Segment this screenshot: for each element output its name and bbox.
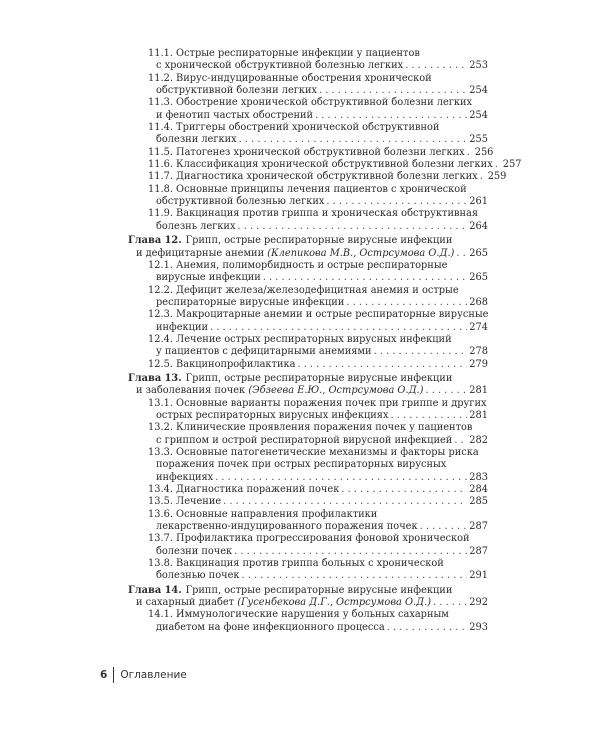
toc-line — [156, 60, 488, 72]
toc-title-text: инфекциях — [156, 471, 214, 483]
toc-title-text: 12.4. Лечение острых респираторных вирусных инфекций — [148, 333, 452, 345]
toc-chapter-entry — [128, 235, 488, 260]
dot-leader — [234, 546, 467, 558]
toc-title-text: болезнью почек — [156, 570, 240, 582]
toc-title-text: болезнь легких — [156, 220, 236, 232]
toc-section-entry — [128, 97, 488, 122]
toc-line — [148, 558, 488, 570]
toc-line — [156, 110, 488, 122]
toc-section-entry — [128, 398, 488, 423]
toc-title-text: диабетом на фоне инфекционного процесса — [156, 621, 385, 633]
toc-section-entry — [128, 48, 488, 73]
toc-title-text: и фенотип частых обострений — [156, 109, 314, 121]
toc-page-number: 292 — [469, 597, 488, 609]
toc-line — [156, 570, 488, 582]
toc-title-text: 13.7. Профилактика прогрессирования фоновой хронической — [148, 533, 470, 545]
dot-leader — [387, 622, 468, 634]
toc-title-text: 11.3. Обострение хронической обструктивной болезни легких — [148, 97, 473, 109]
toc-section-entry — [128, 509, 488, 534]
toc-title-text: 11.7. Диагностика хронической обструктивной болезни легких — [148, 171, 478, 183]
dot-leader — [467, 147, 473, 159]
toc-title-text: 12.3. Макроцитарные анемии и острые респираторные вирусные — [148, 309, 489, 321]
toc-line — [148, 73, 488, 85]
dot-leader — [263, 272, 467, 284]
toc-title-text: Грипп, острые респираторные вирусные инфекции — [185, 584, 453, 596]
toc-page-number: 254 — [469, 109, 488, 121]
toc-line — [156, 472, 488, 484]
toc-line — [148, 422, 488, 434]
toc-page-number: 281 — [469, 385, 488, 397]
dot-leader — [495, 159, 501, 171]
toc-line — [156, 622, 488, 634]
toc-title-text: с хронической обструктивной болезнью легких — [156, 60, 404, 72]
toc-title-text: 13.8. Вакцинация против гриппа больных с хронической — [148, 558, 444, 570]
toc-page-number: 261 — [469, 196, 488, 208]
toc-line — [148, 122, 488, 134]
toc-line — [128, 235, 488, 247]
toc-line — [156, 459, 488, 471]
toc-title-text: 11.8. Основные принципы лечения пациентов с хронической — [148, 183, 467, 195]
toc-title-text: 12.1. Анемия, полиморбидность и острые респираторные — [148, 259, 448, 271]
toc-title-text: и сахарный диабет — [136, 597, 235, 609]
toc-line — [148, 97, 488, 109]
chapter-authors: (Эбзеева Е.Ю., Острсумова О.Д.) — [248, 385, 424, 397]
toc-line — [136, 248, 488, 260]
toc-title-text: у пациентов с дефицитарными анемиями — [156, 346, 372, 358]
toc-line — [148, 146, 494, 159]
toc-title-text: 11.9. Вакцинация против гриппа и хроническая обструктивная — [148, 208, 479, 220]
toc-section-entry — [128, 334, 488, 359]
toc-line — [128, 373, 488, 385]
toc-title-text: 12.5. Вакцинопрофилактика — [148, 358, 296, 370]
toc-line — [136, 597, 488, 609]
toc-title-text: Грипп, острые респираторные вирусные инфекции — [185, 235, 453, 247]
dot-leader — [239, 134, 468, 146]
dot-leader — [297, 359, 467, 371]
toc-page-number: 254 — [469, 85, 488, 97]
toc-line — [148, 285, 488, 297]
toc-title-text: 13.6. Основные направления профилактики — [148, 508, 378, 520]
toc-line — [148, 159, 522, 171]
toc-line — [156, 410, 488, 422]
footer-divider — [113, 667, 114, 683]
toc-title-text: поражения почек при острых респираторных вирусных — [156, 459, 447, 471]
toc-page-number: 281 — [469, 409, 488, 421]
toc-section-entry — [128, 309, 488, 334]
toc-title-text: вирусные инфекции — [156, 272, 261, 284]
toc-section-entry — [128, 208, 488, 233]
toc-title-text: 14.1. Иммунологические нарушения у больных сахарным — [148, 609, 449, 621]
toc-title-text: 11.5. Патогенез хронической обструктивной болезни легких — [148, 146, 465, 158]
toc-line — [148, 184, 488, 196]
toc-line — [148, 398, 488, 410]
toc-section-entry — [128, 484, 488, 496]
toc-title-text: и заболевания почек — [136, 385, 246, 397]
toc-page-number: 259 — [487, 171, 507, 183]
toc-page-number: 279 — [469, 358, 488, 370]
toc-title-text: 13.5. Лечение — [148, 496, 222, 508]
toc-section-entry — [128, 285, 488, 310]
toc-line — [128, 585, 488, 597]
toc-page-number: 255 — [469, 134, 488, 146]
toc-line — [148, 496, 488, 508]
toc-title-text: обструктивной болезни легких — [156, 85, 318, 97]
toc-title-text: с гриппом и острой респираторной вирусной инфекцией — [156, 434, 453, 446]
toc-title-text: болезни почек — [156, 545, 233, 557]
toc-title-text: инфекции — [156, 321, 209, 333]
dot-leader — [433, 597, 467, 609]
toc-page-number: 291 — [469, 570, 488, 582]
toc-page-number: 283 — [469, 471, 488, 483]
toc-section-entry — [128, 558, 488, 583]
chapter-authors: (Гусенбекова Д.Г., Острсумова О.Д.) — [237, 597, 432, 609]
toc-section-entry — [128, 609, 488, 634]
toc-line — [148, 509, 488, 521]
toc-title-text: 13.1. Основные варианты поражения почек при гриппе и других — [148, 397, 487, 409]
toc-title-text: 11.4. Триггеры обострений хронической обструктивной — [148, 122, 440, 134]
toc-title-text: Грипп, острые респираторные вирусные инфекции — [185, 372, 453, 384]
toc-section-entry — [128, 260, 488, 285]
toc-title-text: обструктивной болезнью легких — [156, 196, 325, 208]
page-footer — [100, 666, 187, 684]
toc-page-number: 253 — [469, 60, 488, 72]
dot-leader — [456, 248, 467, 260]
toc-title-text: 13.2. Клинические проявления поражения почек у пациентов — [148, 422, 473, 434]
toc-page-number: 274 — [469, 321, 488, 333]
chapter-label: Глава 13. — [128, 372, 182, 384]
toc-line — [148, 484, 488, 496]
toc-line — [148, 260, 488, 272]
toc-chapter-entry — [128, 373, 488, 398]
toc-title-text: респираторные вирусные инфекции — [156, 296, 345, 308]
table-of-contents — [128, 48, 522, 634]
toc-line — [148, 359, 488, 371]
toc-line — [148, 447, 488, 459]
toc-section-entry — [128, 73, 488, 98]
toc-line — [148, 309, 488, 321]
toc-line — [148, 609, 488, 621]
dot-leader — [242, 570, 468, 582]
toc-title-text: 13.4. Диагностика поражений почек — [148, 484, 340, 496]
toc-section-entry — [128, 171, 507, 183]
toc-page-number: 285 — [469, 496, 488, 508]
toc-page-number: 282 — [469, 434, 488, 446]
toc-page-number: 287 — [469, 521, 488, 533]
dot-leader — [391, 410, 468, 422]
toc-page-number: 256 — [474, 146, 494, 158]
toc-section-entry — [128, 184, 488, 209]
dot-leader — [341, 484, 467, 496]
toc-section-entry — [128, 159, 522, 171]
toc-line — [156, 346, 488, 358]
dot-leader — [405, 60, 467, 72]
dot-leader — [237, 221, 467, 233]
dot-leader — [210, 322, 467, 334]
toc-line — [156, 297, 488, 309]
toc-page-number: 257 — [502, 159, 522, 171]
dot-leader — [346, 297, 467, 309]
toc-section-entry — [128, 122, 488, 147]
toc-line — [156, 134, 488, 146]
toc-line — [156, 196, 488, 208]
toc-line — [156, 546, 488, 558]
toc-line — [156, 272, 488, 284]
toc-line — [148, 334, 488, 346]
toc-page-number: 264 — [469, 220, 488, 232]
toc-line — [148, 171, 507, 183]
toc-title-text: болезни легких — [156, 134, 237, 146]
dot-leader — [315, 110, 467, 122]
dot-leader — [326, 196, 467, 208]
toc-chapter-entry — [128, 585, 488, 610]
toc-page-number: 293 — [469, 621, 488, 633]
dot-leader — [480, 171, 486, 183]
page-number: 6 — [100, 669, 108, 681]
toc-page-number: 268 — [469, 296, 488, 308]
toc-line — [148, 208, 488, 220]
chapter-label: Глава 14. — [128, 584, 182, 596]
toc-title-text: 11.1. Острые респираторные инфекции у пациентов — [148, 48, 420, 59]
toc-line — [156, 221, 488, 233]
dot-leader — [215, 472, 467, 484]
toc-section-entry — [128, 359, 488, 371]
dot-leader — [420, 521, 468, 533]
toc-line — [156, 521, 488, 533]
toc-line — [148, 533, 488, 545]
toc-title-text: 11.6. Классификация хронической обструктивной болезни легких — [148, 159, 493, 171]
dot-leader — [454, 435, 467, 447]
dot-leader — [319, 85, 467, 97]
toc-page-number: 265 — [469, 247, 488, 259]
toc-page-number: 265 — [469, 272, 488, 284]
dot-leader — [223, 496, 467, 508]
toc-section-entry — [128, 533, 488, 558]
toc-title-text: 12.2. Дефицит железа/железодефицитная анемия и острые — [148, 284, 459, 296]
toc-page-number: 284 — [469, 484, 488, 496]
toc-line — [156, 85, 488, 97]
running-head: Оглавление — [120, 669, 187, 681]
toc-section-entry — [128, 146, 494, 159]
toc-title-text: 13.3. Основные патогенетические механизмы и факторы риска — [148, 447, 479, 458]
toc-title-text: острых респираторных вирусных инфекциях — [156, 409, 389, 421]
toc-section-entry — [128, 447, 488, 484]
dot-leader — [425, 385, 467, 397]
toc-page-number: 278 — [469, 346, 488, 358]
toc-page-number: 287 — [469, 545, 488, 557]
toc-line — [156, 435, 488, 447]
toc-line — [136, 385, 488, 397]
chapter-authors: (Клепикова М.В., Острсумова О.Д.) — [267, 247, 455, 259]
toc-title-text: 11.2. Вирус-индуцированные обострения хронической — [148, 72, 432, 84]
dot-leader — [374, 346, 468, 358]
toc-line — [148, 48, 488, 60]
toc-section-entry — [128, 496, 488, 508]
toc-title-text: и дефицитарные анемии — [136, 247, 265, 259]
toc-section-entry — [128, 422, 488, 447]
toc-title-text: лекарственно-индуцированного поражения почек — [156, 521, 418, 533]
toc-line — [156, 322, 488, 334]
chapter-label: Глава 12. — [128, 235, 182, 247]
